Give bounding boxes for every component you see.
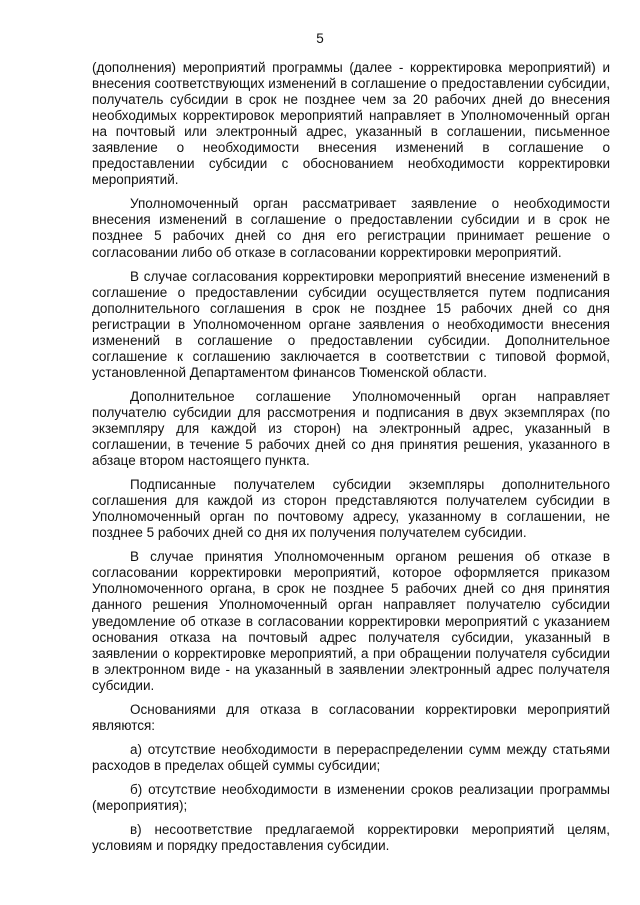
paragraph-additional-agreement: Дополнительное соглашение Уполномоченный орган направляет получателю субсидии для рассмотрения и подписания в двух экземплярах (по экземпляру для каждой из сторон) на электронный адрес, указанный в соглашении, в течение 5 рабочих дней со дня принятия решения, указанного в абзаце втором настоящего пункта.	[92, 388, 610, 469]
paragraph-approval-procedure: В случае согласования корректировки мероприятий внесение изменений в соглашение о предоставлении субсидии осуществляется путем подписания дополнительного соглашения в срок не позднее 15 рабочих дней со дня регистрации в Уполномоченном органе заявления о необходимости внесения изменений в соглашение о предоставлении субсидии. Дополнительное соглашение к соглашению заключается в соответствии с типовой формой, установленной Департаментом финансов Тюменской области.	[92, 268, 610, 380]
document-body	[92, 60, 610, 862]
page-number: 5	[316, 31, 324, 46]
paragraph-refusal-notice: В случае принятия Уполномоченным органом решения об отказе в согласовании корректировки мероприятий, которое оформляется приказом Уполномоченного органа, в срок не позднее 5 рабочих дней со дня принятия данного решения Уполномоченный орган направляет получателю субсидии уведомление об отказе в согласовании корректировки мероприятий с указанием основания отказа на почтовый адрес получателя субсидии, указанный в заявлении о корректировке мероприятий, а при обращении получателя субсидии в электронном виде - на указанный в заявлении электронный адрес получателя субсидии.	[92, 549, 610, 693]
paragraph-continuation: (дополнения) мероприятий программы (далее - корректировка мероприятий) и внесения соответствующих изменений в соглашение о предоставлении субсидии, получатель субсидии в срок не позднее чем за 20 рабочих дней до внесения необходимых корректировок мероприятий направляет в Уполномоченный орган на почтовый или электронный адрес, указанный в соглашении, письменное заявление о необходимости внесения изменений в соглашение о предоставлении субсидии с обоснованием необходимости корректировки мероприятий.	[92, 60, 610, 188]
paragraph-review-application: Уполномоченный орган рассматривает заявление о необходимости внесения изменений в соглашение о предоставлении субсидии и в срок не позднее 5 рабочих дней со дня его регистрации принимает решение о согласовании либо об отказе в согласовании корректировки мероприятий.	[92, 196, 610, 260]
paragraph-refusal-grounds-intro: Основаниями для отказа в согласовании корректировки мероприятий являются:	[92, 701, 610, 733]
list-item-b: б) отсутствие необходимости в изменении сроков реализации программы (мероприятия);	[92, 781, 610, 813]
paragraph-signed-copies: Подписанные получателем субсидии экземпляры дополнительного соглашения для каждой из сторон представляются получателем субсидии в Уполномоченный орган по почтовому адресу, указанному в соглашении, не позднее 5 рабочих дней со дня их получения получателем субсидии.	[92, 477, 610, 541]
list-item-c: в) несоответствие предлагаемой корректировки мероприятий целям, условиям и порядку предоставления субсидии.	[92, 822, 610, 854]
list-item-a: а) отсутствие необходимости в перераспределении сумм между статьями расходов в пределах общей суммы субсидии;	[92, 741, 610, 773]
